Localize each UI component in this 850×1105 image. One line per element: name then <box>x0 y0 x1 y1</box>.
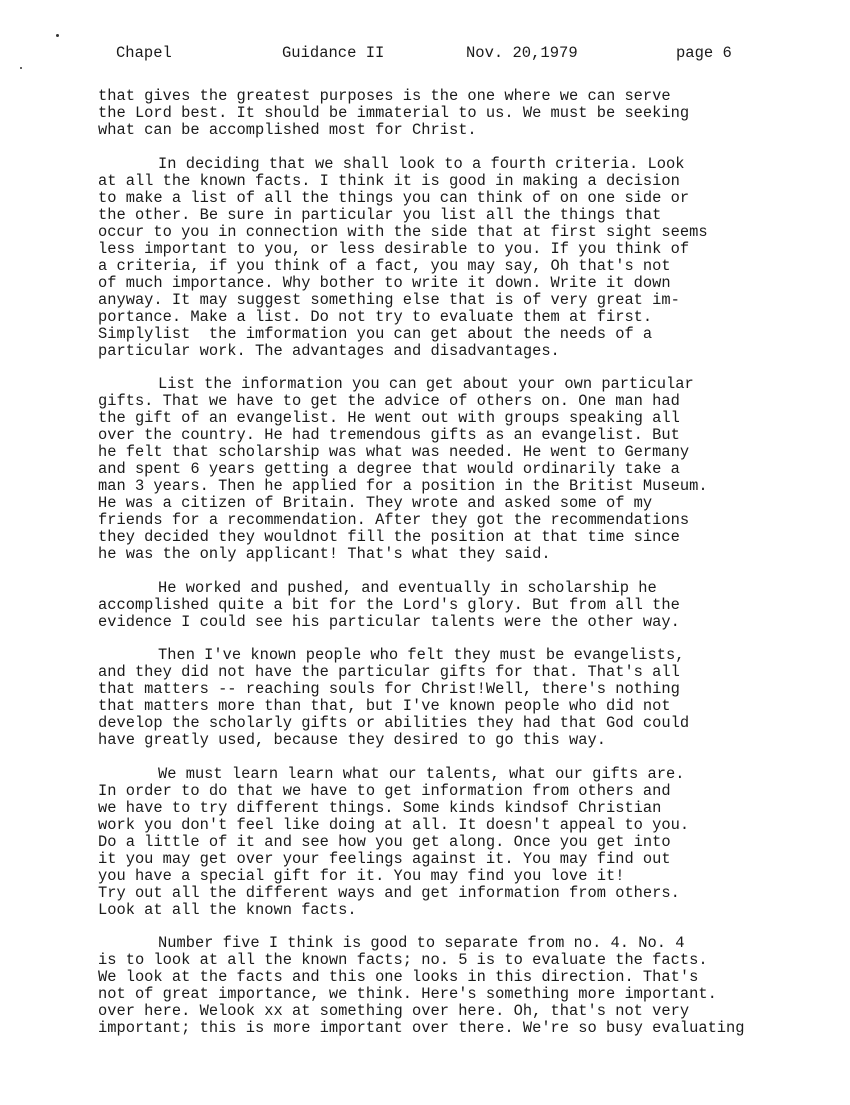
page-header <box>0 44 850 66</box>
text-line: anyway. It may suggest something else that is of very great im- <box>98 290 680 309</box>
text-line: develop the scholarly gifts or abilities they had that God could <box>98 714 690 732</box>
text-line: Look at all the known facts. <box>98 900 357 919</box>
text-line: and they did not have the particular gifts for that. That's all <box>98 663 680 681</box>
text-line: In deciding that we shall look to a fourth criteria. Look <box>158 154 685 173</box>
text-line: he was the only applicant! That's what they said. <box>98 545 551 563</box>
header-date: Nov. 20,1979 <box>466 44 578 62</box>
text-line: He worked and pushed, and eventually in scholarship he <box>158 578 657 597</box>
paragraph <box>98 580 818 631</box>
text-line: what can be accomplished most for Christ. <box>98 121 477 139</box>
text-line: Simplylist the imformation you can get about the needs of a <box>98 324 653 343</box>
text-line: it you may get over your feelings against it. You may find out <box>98 849 671 868</box>
text-line: at all the known facts. I think it is good in making a decision <box>98 171 680 190</box>
text-line: In order to do that we have to get information from others and <box>98 781 671 800</box>
text-line: over here. Welook xx at something over here. Oh, that's not very <box>98 1002 690 1020</box>
text-line: a criteria, if you think of a fact, you may say, Oh that's not <box>98 256 671 275</box>
text-line: the gift of an evangelist. He went out with groups speaking all <box>98 409 680 427</box>
text-line: is to look at all the known facts; no. 5 is to evaluate the facts. <box>98 951 708 969</box>
text-line: and spent 6 years getting a degree that would ordinarily take a <box>98 460 680 478</box>
text-line: you have a special gift for it. You may find you love it! <box>98 866 625 885</box>
text-line: gifts. That we have to get the advice of others on. One man had <box>98 392 680 410</box>
text-line: work you don't feel like doing at all. It doesn't appeal to you. <box>98 815 690 834</box>
text-line: portance. Make a list. Do not try to evaluate them at first. <box>98 307 653 326</box>
scan-speck <box>20 67 22 69</box>
text-line: not of great importance, we think. Here's something more important. <box>98 985 717 1003</box>
text-line: man 3 years. Then he applied for a position in the Britist Museum. <box>98 477 708 495</box>
header-page-number: page 6 <box>676 44 732 62</box>
text-line: He was a citizen of Britain. They wrote and asked some of my <box>98 494 653 512</box>
paragraph <box>98 156 818 360</box>
text-line: that matters -- reaching souls for Christ!Well, there's nothing <box>98 680 680 698</box>
text-line: less important to you, or less desirable to you. If you think of <box>98 239 690 258</box>
text-line: particular work. The advantages and disadvantages. <box>98 341 560 360</box>
text-line: that gives the greatest purposes is the one where we can serve <box>98 87 671 105</box>
text-line: Number five I think is good to separate from no. 4. No. 4 <box>158 934 685 952</box>
text-line: List the information you can get about your own particular <box>158 375 694 393</box>
text-line: Then I've known people who felt they must be evangelists, <box>158 646 685 664</box>
text-line: Do a little of it and see how you get along. Once you get into <box>98 832 671 851</box>
text-line: We look at the facts and this one looks in this direction. That's <box>98 968 699 986</box>
text-line: accomplished quite a bit for the Lord's glory. But from all the <box>98 595 680 614</box>
text-line: that matters more than that, but I've known people who did not <box>98 697 671 715</box>
paragraph <box>98 935 818 1037</box>
text-line: We must learn learn what our talents, what our gifts are. <box>158 764 685 783</box>
text-line: important; this is more important over there. We're so busy evaluating <box>98 1019 745 1037</box>
text-line: evidence I could see his particular talents were the other way. <box>98 612 680 631</box>
text-line: to make a list of all the things you can think of on one side or <box>98 188 690 207</box>
text-line: have greatly used, because they desired to go this way. <box>98 731 606 749</box>
paragraph <box>98 647 818 749</box>
text-line: they decided they wouldnot fill the position at that time since <box>98 528 680 546</box>
text-line: the other. Be sure in particular you list all the things that <box>98 205 662 224</box>
text-line: the Lord best. It should be immaterial to us. We must be seeking <box>98 104 690 122</box>
document-body <box>98 88 818 1054</box>
header-chapel: Chapel <box>116 44 172 62</box>
text-line: of much importance. Why bother to write it down. Write it down <box>98 273 671 292</box>
paragraph <box>98 376 818 563</box>
text-line: over the country. He had tremendous gifts as an evangelist. But <box>98 426 680 444</box>
text-line: we have to try different things. Some kinds kindsof Christian <box>98 798 662 817</box>
scan-speck <box>56 34 59 37</box>
paragraph <box>98 766 818 919</box>
text-line: Try out all the different ways and get information from others. <box>98 883 680 902</box>
header-title: Guidance II <box>282 44 385 62</box>
text-line: he felt that scholarship was what was needed. He went to Germany <box>98 443 690 461</box>
text-line: friends for a recommendation. After they got the recommendations <box>98 511 690 529</box>
paragraph <box>98 88 818 139</box>
text-line: occur to you in connection with the side that at first sight seems <box>98 222 708 241</box>
